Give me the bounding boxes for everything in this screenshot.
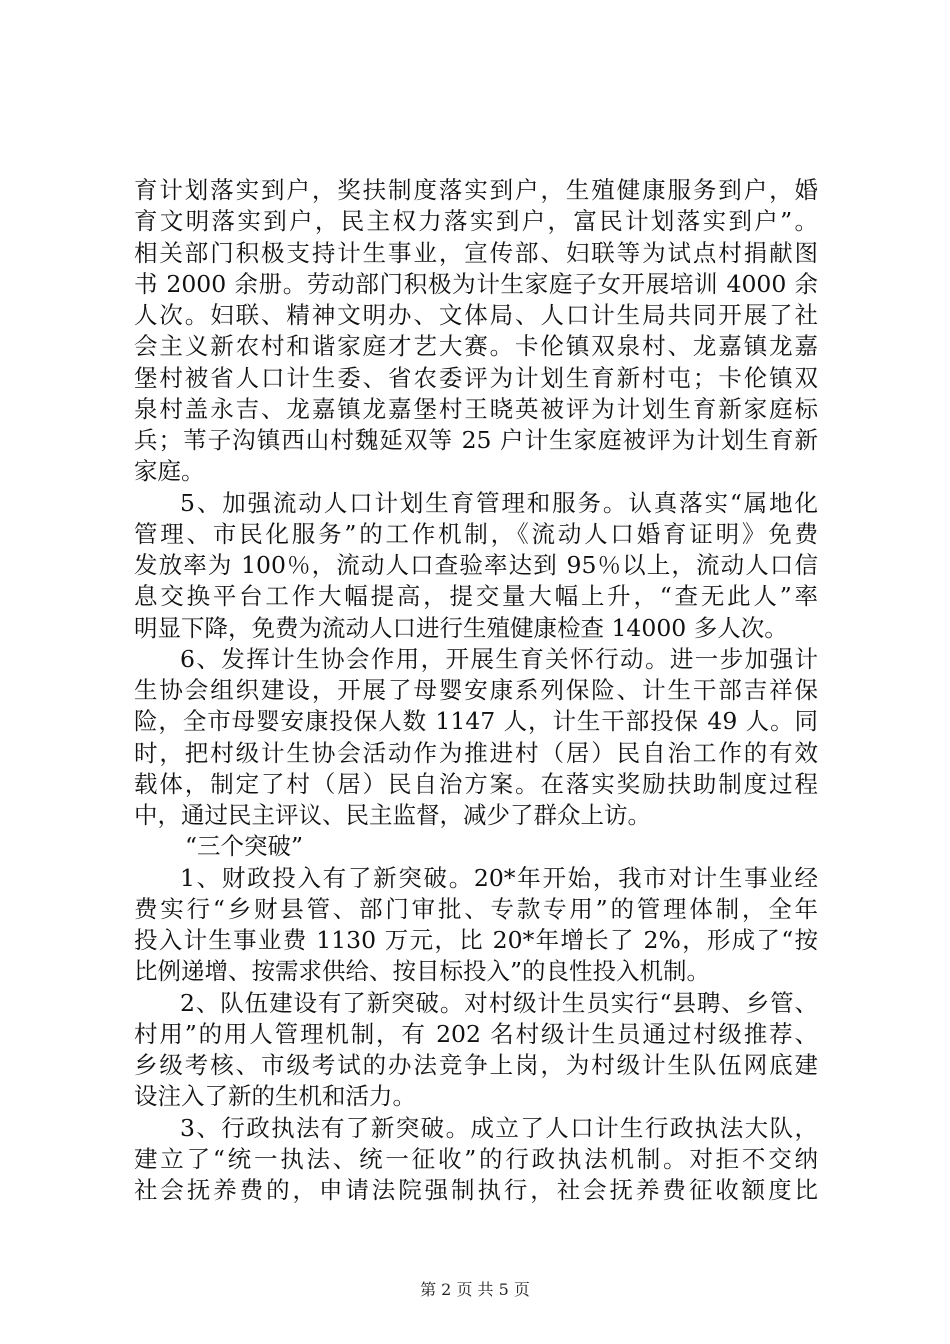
text-line: 投入计生事业费 1130 万元，比 20*年增长了 2%，形成了“按 (134, 926, 818, 954)
text-line: 兵；苇子沟镇西山村魏延双等 25 户计生家庭被评为计划生育新 (134, 426, 818, 454)
page-number-footer: 第 2 页 共 5 页 (420, 1280, 530, 1299)
text-line: 时，把村级计生协会活动作为推进村（居）民自治工作的有效 (134, 739, 818, 767)
text-line: 生协会组织建设，开展了母婴安康系列保险、计生干部吉祥保 (134, 676, 818, 704)
paragraph-start-line: 2、队伍建设有了新突破。对村级计生员实行“县聘、乡管、 (180, 989, 818, 1017)
text-line: 相关部门积极支持计生事业，宣传部、妇联等为试点村捐献图 (134, 239, 818, 267)
text-line: 建立了“统一执法、统一征收”的行政执法机制。对拒不交纳 (134, 1145, 818, 1173)
text-line: 明显下降，免费为流动人口进行生殖健康检查 14000 多人次。 (134, 614, 788, 642)
text-line: 会主义新农村和谐家庭才艺大赛。卡伦镇双泉村、龙嘉镇龙嘉 (134, 332, 818, 360)
text-line: 费实行“乡财县管、部门审批、专款专用”的管理体制，全年 (134, 895, 818, 923)
text-line: 载体，制定了村（居）民自治方案。在落实奖励扶助制度过程 (134, 770, 818, 798)
text-line: 息交换平台工作大幅提高，提交量大幅上升，“查无此人”率 (134, 582, 818, 610)
text-line: 村用”的用人管理机制，有 202 名村级计生员通过村级推荐、 (134, 1020, 818, 1048)
text-line: 书 2000 余册。劳动部门积极为计生家庭子女开展培训 4000 余 (134, 270, 818, 298)
text-line: 比例递增、按需求供给、按目标投入”的良性投入机制。 (134, 957, 711, 985)
text-line: 人次。妇联、精神文明办、文体局、人口计生局共同开展了社 (134, 301, 818, 329)
text-line: 中，通过民主评议、民主监督，减少了群众上访。 (134, 801, 651, 829)
section-heading: “三个突破” (185, 832, 304, 860)
text-line: 堡村被省人口计生委、省农委评为计划生育新村屯；卡伦镇双 (134, 364, 818, 392)
text-line: 乡级考核、市级考试的办法竞争上岗，为村级计生队伍网底建 (134, 1051, 818, 1079)
text-line: 泉村盖永吉、龙嘉镇龙嘉堡村王晓英被评为计划生育新家庭标 (134, 395, 818, 423)
text-line: 育文明落实到户，民主权力落实到户，富民计划落实到户”。 (134, 207, 818, 235)
text-line: 家庭。 (134, 457, 205, 485)
text-line: 管理、市民化服务”的工作机制，《流动人口婚育证明》免费 (134, 520, 818, 548)
text-line: 险，全市母婴安康投保人数 1147 人，计生干部投保 49 人。同 (134, 707, 818, 735)
paragraph-start-line: 5、加强流动人口计划生育管理和服务。认真落实“属地化 (180, 489, 818, 517)
paragraph-start-line: 3、行政执法有了新突破。成立了人口计生行政执法大队， (180, 1114, 818, 1142)
paragraph-start-line: 1、财政投入有了新突破。20*年开始，我市对计生事业经 (180, 864, 818, 892)
text-line: 设注入了新的生机和活力。 (134, 1082, 416, 1110)
text-line: 社会抚养费的，申请法院强制执行，社会抚养费征收额度比 (134, 1176, 818, 1204)
paragraph-start-line: 6、发挥计生协会作用，开展生育关怀行动。进一步加强计 (180, 645, 818, 673)
text-line: 育计划落实到户，奖扶制度落实到户，生殖健康服务到户，婚 (134, 176, 818, 204)
text-line: 发放率为 100％，流动人口查验率达到 95％以上，流动人口信 (134, 551, 818, 579)
